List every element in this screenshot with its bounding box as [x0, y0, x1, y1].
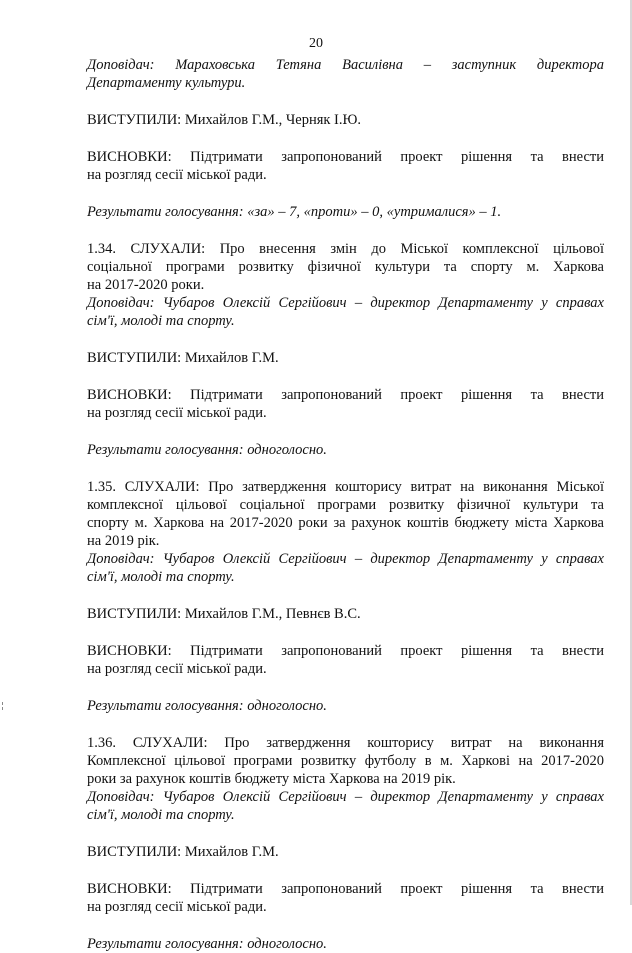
- reporter-line: сім'ї, молоді та спорту.: [87, 807, 235, 823]
- vote-result: Результати голосування: одноголосно.: [87, 698, 327, 714]
- reporter-line: сім'ї, молоді та спорту.: [87, 569, 235, 585]
- reporter-line: Доповідач: Чубаров Олексій Сергійович – директор Департаменту у справах: [87, 789, 604, 805]
- heard-line: спорту м. Харкова на 2017-2020 роки за рахунок коштів бюджету міста Харкова: [87, 515, 604, 531]
- heard-line: 1.34. СЛУХАЛИ: Про внесення змін до Міської комплексної цільової: [87, 241, 604, 257]
- conclusion-line: на розгляд сесії міської ради.: [87, 167, 267, 183]
- speakers-block: [87, 111, 604, 129]
- reporter-line: Доповідач: Мараховська Тетяна Василівна – заступник директора: [87, 57, 604, 73]
- vote-result: Результати голосування: «за» – 7, «проти» – 0, «утрималися» – 1.: [87, 204, 502, 220]
- heard-line: 1.35. СЛУХАЛИ: Про затвердження кошторису витрат на виконання Міської: [87, 479, 604, 495]
- reporter-line: Доповідач: Чубаров Олексій Сергійович – директор Департаменту у справах: [87, 551, 604, 567]
- conclusion-line: ВИСНОВКИ: Підтримати запропонований проект рішення та внести: [87, 387, 604, 403]
- conclusion-block: [87, 386, 604, 422]
- heard-line: на 2019 рік.: [87, 533, 160, 549]
- vote-block: [87, 935, 604, 953]
- heard-line: соціальної програми розвитку фізичної культури та спорту м. Харкова: [87, 259, 604, 275]
- page-number: 20: [309, 36, 323, 51]
- conclusion-line: на розгляд сесії міської ради.: [87, 661, 267, 677]
- heard-block: [87, 478, 604, 586]
- speakers-line: ВИСТУПИЛИ: Михайлов Г.М.: [87, 844, 279, 860]
- heard-line: роки за рахунок коштів бюджету міста Харкова на 2019 рік.: [87, 771, 456, 787]
- speakers-block: [87, 843, 604, 861]
- speakers-line: ВИСТУПИЛИ: Михайлов Г.М., Черняк І.Ю.: [87, 112, 362, 128]
- vote-block: [87, 697, 604, 715]
- conclusion-line: ВИСНОВКИ: Підтримати запропонований проект рішення та внести: [87, 881, 604, 897]
- conclusion-line: на розгляд сесії міської ради.: [87, 405, 267, 421]
- reporter-line: сім'ї, молоді та спорту.: [87, 313, 235, 329]
- intro-reporter: [87, 56, 604, 92]
- speakers-block: [87, 605, 604, 623]
- vote-block: [87, 441, 604, 459]
- reporter-line: Доповідач: Чубаров Олексій Сергійович – директор Департаменту у справах: [87, 295, 604, 311]
- speakers-block: [87, 349, 604, 367]
- speakers-line: ВИСТУПИЛИ: Михайлов Г.М., Певнєв В.С.: [87, 606, 361, 622]
- vote-block: [87, 203, 604, 221]
- vote-result: Результати голосування: одноголосно.: [87, 442, 327, 458]
- vote-result: Результати голосування: одноголосно.: [87, 936, 327, 952]
- conclusion-block: [87, 148, 604, 184]
- conclusion-line: ВИСНОВКИ: Підтримати запропонований проект рішення та внести: [87, 149, 604, 165]
- conclusion-block: [87, 642, 604, 678]
- conclusion-line: на розгляд сесії міської ради.: [87, 899, 267, 915]
- heard-line: Комплексної цільової програми розвитку футболу в м. Харкові на 2017-2020: [87, 753, 604, 769]
- heard-line: комплексної цільової соціальної програми розвитку фізичної культури та: [87, 497, 604, 513]
- conclusion-block: [87, 880, 604, 916]
- conclusion-line: ВИСНОВКИ: Підтримати запропонований проект рішення та внести: [87, 643, 604, 659]
- minutes-body: [87, 111, 604, 953]
- scan-edge-marks: [2, 700, 6, 712]
- reporter-line: Департаменту культури.: [87, 75, 246, 91]
- speakers-line: ВИСТУПИЛИ: Михайлов Г.М.: [87, 350, 279, 366]
- heard-block: [87, 240, 604, 330]
- heard-line: 1.36. СЛУХАЛИ: Про затвердження кошторису витрат на виконання: [87, 735, 604, 751]
- heard-block: [87, 734, 604, 824]
- heard-line: на 2017-2020 роки.: [87, 277, 205, 293]
